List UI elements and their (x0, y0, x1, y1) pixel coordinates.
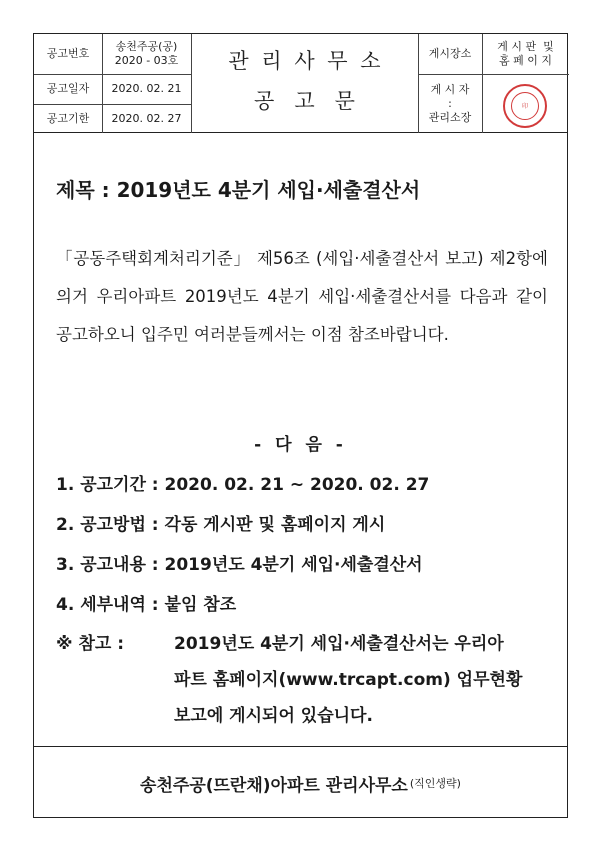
notice-item-method: 2. 공고방법 : 각동 게시판 및 홈페이지 게시 (56, 515, 386, 535)
reference-note-line3: 보고에 게시되어 있습니다. (174, 706, 373, 726)
footer-issuer (34, 746, 567, 819)
seal-omitted-note: (직인생략) (409, 777, 461, 790)
notice-date-value: 2020. 02. 21 (111, 82, 182, 95)
notice-no-label: 공고번호 (46, 47, 90, 60)
office-title: 관 리 사 무 소 (228, 49, 381, 73)
notice-item-period: 1. 공고기간 : 2020. 02. 21 ~ 2020. 02. 27 (56, 475, 430, 495)
notice-title: 공 고 문 (254, 89, 355, 113)
reference-note-line1: 2019년도 4분기 세입·세출결산서는 우리아 (174, 634, 504, 654)
notice-no-value-line2: 2020 - 03호 (114, 54, 179, 67)
poster-label-line3: 관리소장 (428, 110, 472, 124)
post-place-value-line1: 게 시 판 및 (497, 40, 554, 53)
da-eum-heading: - 다 음 - (254, 435, 347, 455)
notice-item-content: 3. 공고내용 : 2019년도 4분기 세입·세출결산서 (56, 555, 423, 575)
notice-item-details: 4. 세부내역 : 붙임 참조 (56, 595, 237, 615)
official-seal-stamp (503, 84, 547, 128)
deadline-label: 공고기한 (46, 111, 90, 125)
poster-label-line1: 게 시 자 (430, 82, 470, 96)
notice-no-value (102, 34, 191, 74)
notice-no-value-line1: 송천주공(공) (115, 40, 178, 53)
post-place-label: 게시장소 (428, 47, 472, 60)
post-place-value-line2: 홈 페 이 지 (499, 54, 552, 67)
reference-note-line2: 파트 홈페이지(www.trcapt.com) 업무현황 (174, 670, 523, 690)
notice-document (33, 33, 568, 818)
deadline-value: 2020. 02. 27 (111, 111, 182, 125)
notice-paragraph: 「공동주택회계처리기준」 제56조 (세입·세출결산서 보고) 제2항에 의거 우리아파트 2019년도 4분기 세입·세출결산서를 다음과 같이 공고하오니 입주민 여러분들께서는 이점 참조바랍니다. (56, 249, 548, 344)
issuer-name: 송천주공(뜨란채)아파트 관리사무소 (140, 775, 408, 796)
reference-note-prefix: ※ 참고 : (56, 634, 125, 654)
poster-label-line2: : (448, 96, 452, 110)
post-place-value (482, 34, 569, 74)
notice-header-table (34, 34, 567, 133)
poster-label (418, 74, 482, 133)
notice-date-label: 공고일자 (46, 82, 90, 95)
reference-note-body (174, 626, 560, 734)
reference-note (56, 626, 556, 726)
notice-subject: 제목 : 2019년도 4분기 세입·세출결산서 (56, 178, 421, 202)
official-seal-inner: 印 (511, 92, 539, 120)
